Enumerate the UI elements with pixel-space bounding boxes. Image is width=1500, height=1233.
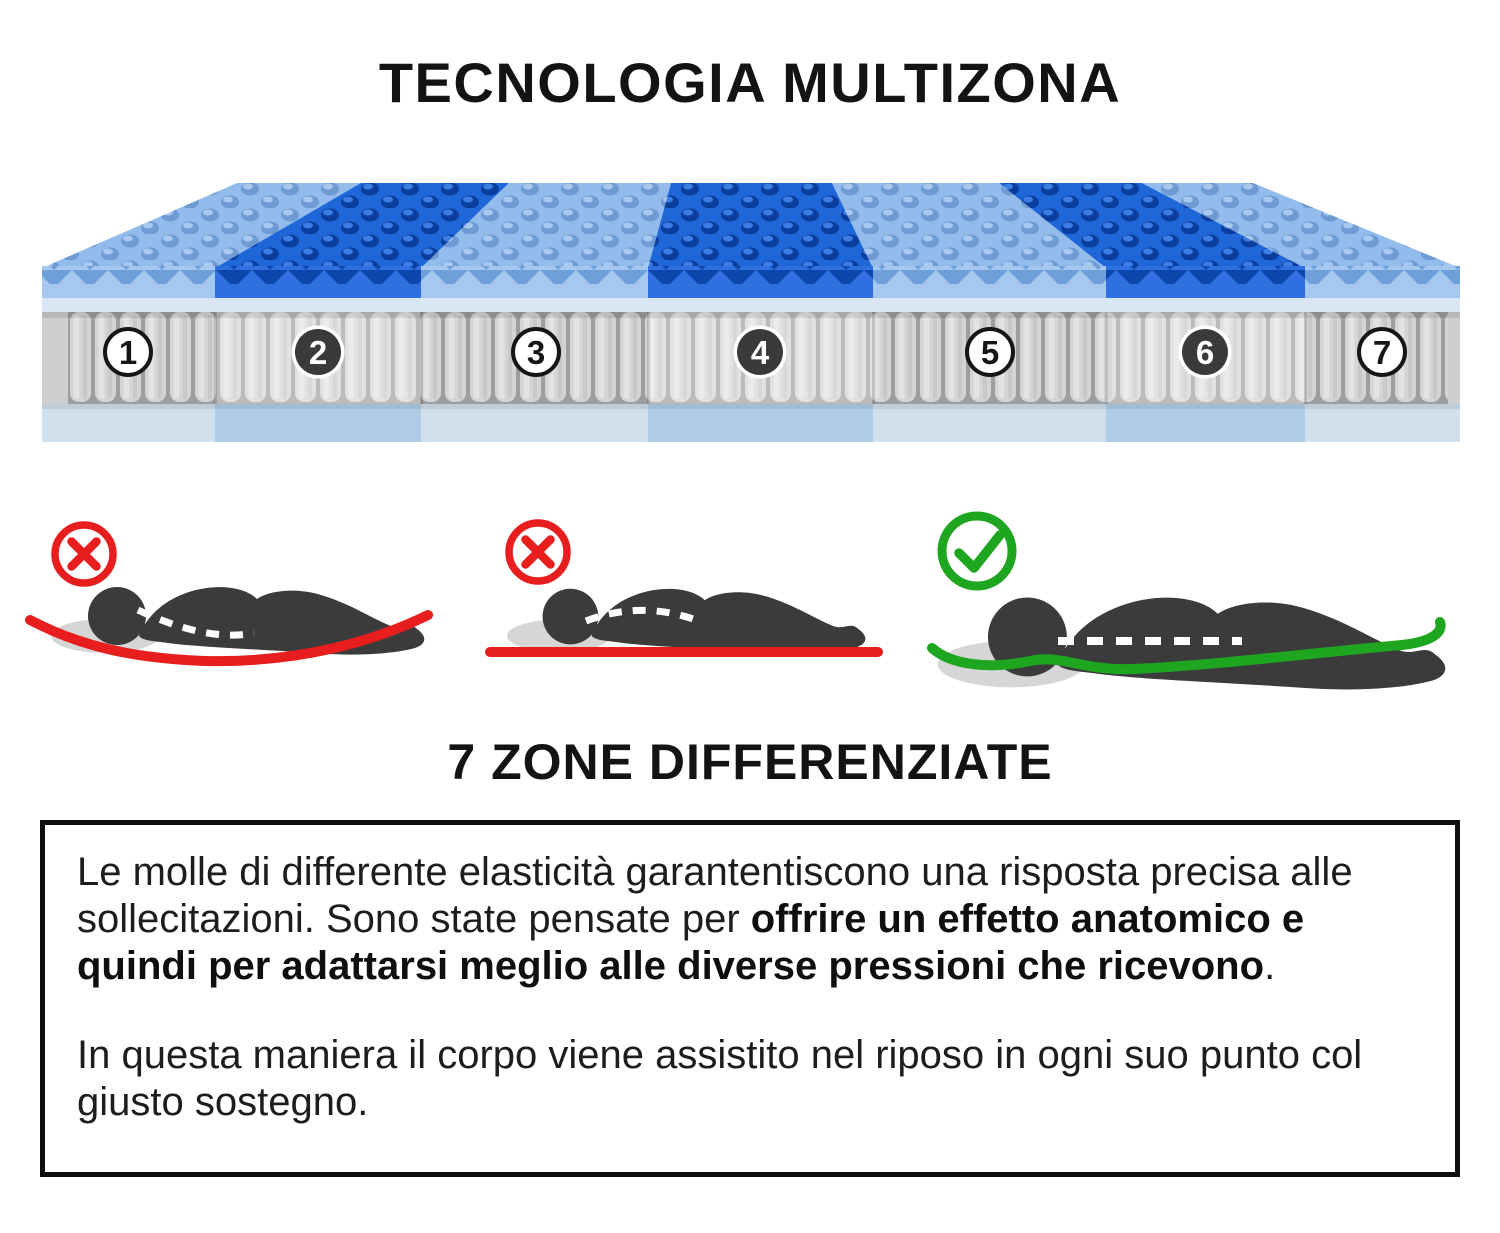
comparison-correct bbox=[932, 516, 1445, 689]
x-circle-icon bbox=[55, 525, 113, 583]
page-title: TECNOLOGIA MULTIZONA bbox=[378, 51, 1122, 114]
description-box bbox=[40, 820, 1460, 1177]
foam-front-faces bbox=[42, 266, 1460, 300]
paragraph1-period: . bbox=[1264, 944, 1276, 988]
description-paragraph-2: In questa maniera il corpo viene assistito nel riposo in ogni suo punto col giusto sostegno. bbox=[77, 1033, 1363, 1124]
paragraph1-bold-text: offrire un effetto anatomico e quindi per adattarsi meglio alle diverse pressioni che ricevono bbox=[77, 897, 1305, 988]
zone-badge-6 bbox=[1179, 326, 1232, 379]
svg-text:5: 5 bbox=[980, 334, 1000, 371]
comparison-wrong-soft bbox=[30, 525, 428, 661]
svg-text:2: 2 bbox=[308, 334, 328, 371]
zone-badge-1 bbox=[105, 329, 151, 375]
zone-badge-5 bbox=[967, 329, 1013, 375]
svg-text:3: 3 bbox=[526, 334, 546, 371]
svg-text:1: 1 bbox=[118, 334, 138, 371]
zone-badge-3 bbox=[513, 329, 559, 375]
section-subtitle: 7 ZONE DIFFERENZIATE bbox=[447, 734, 1053, 790]
paragraph1-normal-text: Le molle di differente elasticità garantentiscono una risposta precisa alle sollecitazioni. Sono state pensate per bbox=[77, 850, 1353, 941]
base-band bbox=[42, 404, 1460, 442]
svg-text:7: 7 bbox=[1372, 334, 1392, 371]
svg-text:4: 4 bbox=[750, 334, 770, 371]
zone-badges bbox=[105, 326, 1405, 379]
foam-top-zones bbox=[42, 183, 1460, 268]
posture-comparisons bbox=[0, 480, 1500, 730]
svg-text:6: 6 bbox=[1195, 334, 1215, 371]
sleeper-figure bbox=[507, 589, 865, 654]
check-circle-icon bbox=[942, 516, 1012, 586]
x-circle-icon bbox=[509, 523, 567, 581]
zone-badge-2 bbox=[292, 326, 345, 379]
zone-badge-4 bbox=[734, 326, 787, 379]
foam-base-strip bbox=[42, 298, 1460, 312]
mattress-diagram bbox=[0, 150, 1500, 450]
comparison-wrong-rigid bbox=[490, 523, 878, 654]
zone-badge-7 bbox=[1359, 329, 1405, 375]
description-paragraph-1 bbox=[77, 849, 1423, 990]
